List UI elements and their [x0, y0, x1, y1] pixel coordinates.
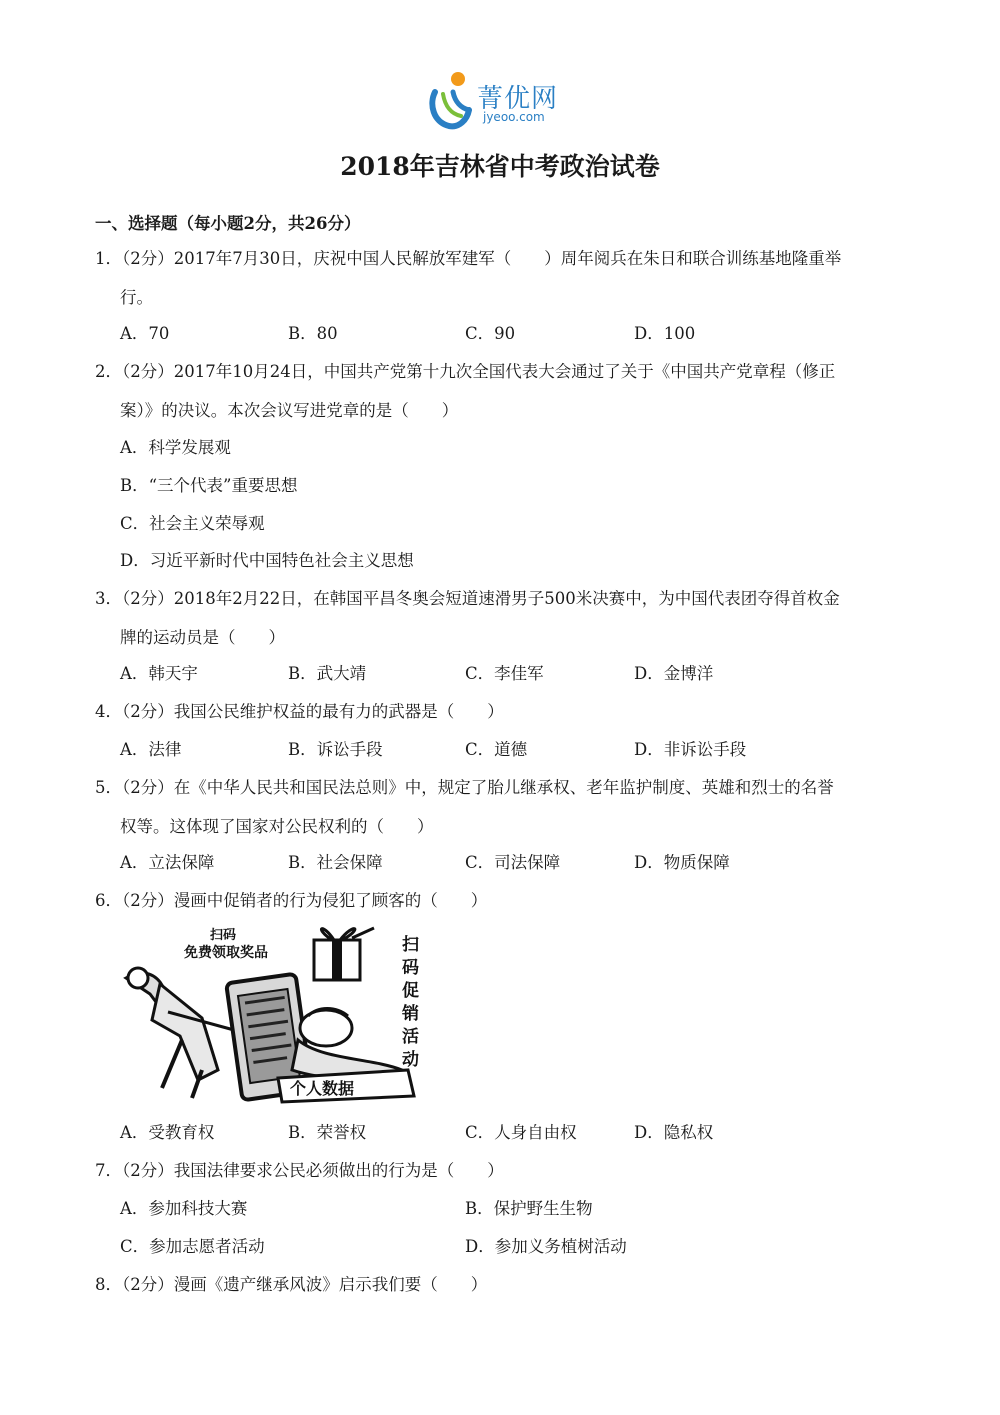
- cartoon-banner-line-2: 免费领取奖品: [184, 945, 268, 961]
- q3-option-a[interactable]: A．韩天宇: [120, 664, 198, 683]
- logo: [425, 70, 585, 132]
- q5-option-b[interactable]: B．社会保障: [288, 853, 383, 872]
- question-2-line-2: 案）》的决议。本次会议写进党章的是（ ）: [120, 401, 459, 420]
- question-3-line-2: 牌的运动员是（ ）: [120, 628, 285, 647]
- q3-option-b[interactable]: B．武大靖: [288, 664, 367, 683]
- q4-option-d[interactable]: D．非诉讼手段: [634, 740, 747, 759]
- exam-title: 2018年吉林省中考政治试卷: [340, 152, 660, 181]
- cartoon-side-text: 扫码促销活动: [402, 935, 419, 1070]
- q1-option-b[interactable]: B．80: [288, 324, 338, 343]
- question-2-line-1: 2．（2分）2017年10月24日，中国共产党第十九次全国代表大会通过了关于《中国共产党章程（修正: [95, 362, 836, 381]
- logo-name: 菁优网: [477, 84, 559, 114]
- question-7-line-1: 7．（2分）我国法律要求公民必须做出的行为是（ ）: [95, 1161, 504, 1180]
- cartoon-banner-line-1: 扫码: [210, 928, 237, 943]
- q4-option-c[interactable]: C．道德: [465, 740, 528, 759]
- q6-option-b[interactable]: B．荣誉权: [288, 1123, 367, 1142]
- cartoon-drawing: [122, 920, 440, 1110]
- question-1-line-2: 行。: [120, 288, 153, 307]
- q5-option-d[interactable]: D．物质保障: [634, 853, 730, 872]
- q2-option-a[interactable]: A．科学发展观: [120, 438, 231, 457]
- question-4-line-1: 4．（2分）我国公民维护权益的最有力的武器是（ ）: [95, 702, 504, 721]
- question-8-line-1: 8．（2分）漫画《遗产继承风波》启示我们要（ ）: [95, 1275, 488, 1294]
- question-5-line-2: 权等。这体现了国家对公民权利的（ ）: [120, 817, 434, 836]
- q1-option-c[interactable]: C．90: [465, 324, 516, 343]
- q7-option-b[interactable]: B．保护野生生物: [465, 1199, 593, 1218]
- q4-option-b[interactable]: B．诉讼手段: [288, 740, 383, 759]
- section-header: 一、选择题（每小题2分，共26分）: [95, 214, 361, 233]
- jyeoo-logo-icon: [425, 70, 475, 132]
- cartoon-data-label: 个人数据: [290, 1079, 355, 1098]
- q2-option-c[interactable]: C．社会主义荣辱观: [120, 514, 265, 533]
- cartoon-image: [122, 920, 440, 1110]
- question-6-line-1: 6．（2分）漫画中促销者的行为侵犯了顾客的（ ）: [95, 891, 488, 910]
- q5-option-c[interactable]: C．司法保障: [465, 853, 561, 872]
- q6-option-a[interactable]: A．受教育权: [120, 1123, 215, 1142]
- question-3-line-1: 3．（2分）2018年2月22日，在韩国平昌冬奥会短道速滑男子500米决赛中，为中国代表团夺得首枚金: [95, 589, 840, 608]
- q7-option-d[interactable]: D．参加义务植树活动: [465, 1237, 627, 1256]
- q7-option-c[interactable]: C．参加志愿者活动: [120, 1237, 265, 1256]
- logo-domain: jyeoo.com: [483, 110, 545, 124]
- q6-option-c[interactable]: C．人身自由权: [465, 1123, 577, 1142]
- question-1-line-1: 1．（2分）2017年7月30日，庆祝中国人民解放军建军（ ）周年阅兵在朱日和联合训练基地隆重举: [95, 249, 842, 268]
- q3-option-c[interactable]: C．李佳军: [465, 664, 544, 683]
- q1-option-d[interactable]: D．100: [634, 324, 696, 343]
- q2-option-b[interactable]: B．“三个代表”重要思想: [120, 476, 298, 495]
- q5-option-a[interactable]: A．立法保障: [120, 853, 215, 872]
- question-5-line-1: 5．（2分）在《中华人民共和国民法总则》中，规定了胎儿继承权、老年监护制度、英雄和烈士的名誉: [95, 778, 834, 797]
- q3-option-d[interactable]: D．金博洋: [634, 664, 714, 683]
- q7-option-a[interactable]: A．参加科技大赛: [120, 1199, 248, 1218]
- q6-option-d[interactable]: D．隐私权: [634, 1123, 714, 1142]
- q2-option-d[interactable]: D．习近平新时代中国特色社会主义思想: [120, 551, 414, 570]
- q4-option-a[interactable]: A．法律: [120, 740, 182, 759]
- q1-option-a[interactable]: A．70: [120, 324, 170, 343]
